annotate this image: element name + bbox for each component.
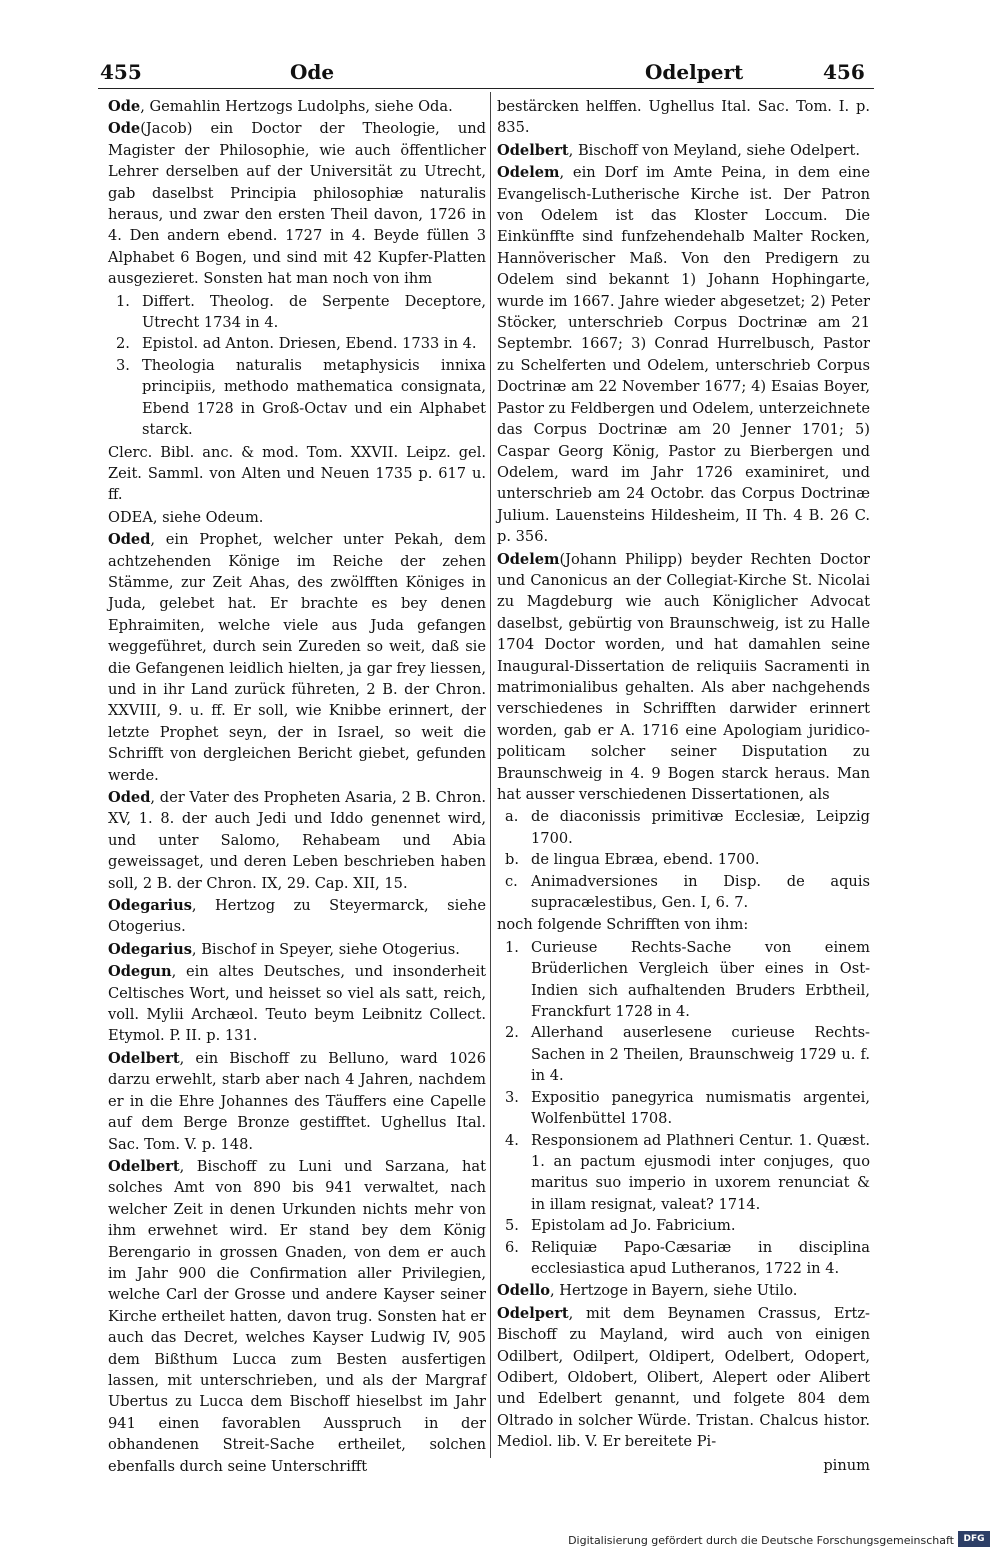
list-item: 3. Theologia naturalis metaphysicis innixa principiis, methodo mathematica consignata, Ebend 1728 in Groß-Octav und ein Alphabet starck. [116, 356, 486, 439]
lemma: Oded [108, 531, 151, 549]
list-item: 2. Allerhand auserlesene curieuse Rechts-Sachen in 2 Theilen, Braunschweig 1729 u. f. in 4. [505, 1024, 870, 1085]
lemma: Odelem [497, 550, 560, 568]
header-rule [98, 88, 874, 89]
lemma: Odelem [497, 164, 560, 182]
entry-odegarius-bischof [108, 939, 486, 960]
lemma: Odegarius [108, 940, 192, 958]
left-running-head: Ode [290, 60, 335, 84]
entry-odelpert [497, 1303, 870, 1453]
writings-list [497, 937, 870, 1280]
entry-text: , der Vater des Propheten Asaria, 2 B. Chron. XV, 1. 8. der auch Jedi und Iddo genennet wird, und unter Salomo, Rehabeam und Abia geweissaget, und deren Leben beschrieben haben soll, 2 B. der Chron. IX, 29. Cap. XII, 15. [108, 789, 486, 892]
list-item: 3. Expositio panegyrica numismatis argentei, Wolfenbüttel 1708. [505, 1088, 870, 1128]
right-column [497, 96, 870, 1476]
left-page-number: 455 [100, 60, 142, 84]
entry-text: , Bischoff zu Luni und Sarzana, hat solches Amt von 890 bis 941 verwaltet, nach welcher Zeit in denen Urkunden nichts mehr von ihm erwehnet wird. Er stand bey dem König Berengario in grossen Gnaden, von dem er auch im Jahr 900 die Confirmation aller Privilegien, welche Carl der Grosse und andere Kayser seiner Kirche ertheilet hatten, davon trug. Sonsten hat er auch das Decret, welches Kayser Ludwig IV, 905 dem Bißthum Lucca zum Besten ausfertigen lassen, mit unterschrieben, und als der Margraf Ubertus zu Lucca dem Bischoff hieselbst im Jahr 941 einen favorablen Ausspruch in der obhandenen Streit-Sache ertheilet, solchen ebenfalls durch seine Unterschrifft [108, 1157, 486, 1475]
catchword: pinum [823, 1456, 870, 1474]
lemma: Odegun [108, 963, 172, 981]
footer [0, 1528, 1000, 1559]
entry-odello [497, 1280, 870, 1301]
list-item: b. de lingua Ebræa, ebend. 1700. [505, 851, 760, 869]
entry-text: , Gemahlin Hertzogs Ludolphs, siehe Oda. [140, 98, 453, 115]
list-item: 1. Curieuse Rechts-Sache von einem Brüderlichen Vergleich über eines in Ost-Indien sich aufhaltenden Bruders Erbtheil, Franckfurt 1728 in 4. [505, 938, 870, 1021]
entry-oded-prophet [108, 529, 486, 786]
entry-text: (Johann Philipp) beyder Rechten Doctor und Canonicus an der Collegiat-Kirche St. Nicolai zu Magdeburg wie auch Königlicher Advocat daselbst, gebürtig von Braunschweig, ist zu Halle 1704 Doctor worden, und hat damahlen seine Inaugural-Dissertation de reliquiis Sacramenti in matrimonialibus gehalten. Als aber nachgehends verschiedenes in Schrifften darwider erinnert worden, gab er A. 1716 eine Apologiam juridico-politicam solcher seiner Disputation zu Braunschweig in 4. 9 Bogen starck heraus. Man hat ausser verschiedenen Dissertationen, als [497, 550, 870, 803]
more-writings-intro: noch folgende Schrifften von ihm: [497, 916, 749, 934]
lemma: Odelbert [497, 141, 569, 159]
entry-odelbert-meyland [497, 140, 870, 161]
entry-odelem-johann [497, 549, 870, 806]
funding-credit: Digitalisierung gefördert durch die Deutsche Forschungsgemeinschaft [568, 1534, 954, 1547]
entry-odelbert-belluno [108, 1048, 486, 1155]
entry-odegarius-hertzog [108, 895, 486, 938]
right-running-head: Odelpert [645, 60, 744, 84]
lemma: Odelpert [497, 1304, 569, 1322]
dissertations-list [497, 806, 870, 913]
entry-text: , ein Prophet, welcher unter Pekah, dem achtzehenden Könige im Reiche der zehen Stämme, zur Zeit Ahas, des zwölfften Königes in Juda, gelebet hat. Er brachte es bey denen Ephraimiten, welche viele aus Juda gefangen weggeführet, durch sein Zureden so weit, daß sie die Gefangenen leidlich hielten, ja gar frey liessen, und in ihr Land zurück führeten, 2 B. der Chron. XXVIII, 9. u. ff. Er soll, wie Knibbe erinnert, der letzte Prophet seyn, der in Israel, so weit die Schrifft von dergleichen Bericht giebet, gefunden werde. [108, 531, 486, 784]
lemma: Odelbert [108, 1157, 180, 1175]
entry-odegun [108, 961, 486, 1047]
lemma: Odegarius [108, 897, 192, 915]
source-citation: Clerc. Bibl. anc. & mod. Tom. XXVII. Leipz. gel. Zeit. Samml. von Alten und Neuen 1735 p. 617 u. ff. [108, 443, 486, 504]
list-item: 1. Differt. Theolog. de Serpente Deceptore, Utrecht 1734 in 4. [116, 292, 486, 332]
entry-text: , Bischoff von Meyland, siehe Odelpert. [568, 141, 861, 159]
lemma: Oded [108, 789, 151, 806]
entry-text: ODEA, siehe Odeum. [108, 508, 264, 526]
lemma: Odello [497, 1282, 551, 1300]
lemma: Ode [108, 120, 141, 138]
lemma: Ode [108, 98, 141, 115]
right-page-number: 456 [823, 60, 865, 84]
lemma: Odelbert [108, 1049, 180, 1067]
entry-text: , Bischof in Speyer, siehe Otogerius. [191, 940, 460, 958]
list-item: 6. Reliquiæ Papo-Cæsariæ in disciplina ecclesiastica apud Lutheranos, 1722 in 4. [505, 1238, 870, 1277]
left-column [108, 96, 486, 1478]
continuation-text: bestärcken helffen. Ughellus Ital. Sac. Tom. I. p. 835. [497, 98, 870, 137]
entry-odea [108, 507, 486, 528]
entry-text: , ein Bischoff zu Belluno, ward 1026 darzu erwehlt, starb aber nach 4 Jahren, nachdem er in die Ehre Johannes des Täuffers eine Capelle auf dem Berge Bronze gestifftet. Ughellus Ital. Sac. Tom. V. p. 148. [108, 1049, 486, 1153]
list-item: 4. Responsionem ad Plathneri Centur. 1. Quæst. 1. an pactum ejusmodi inter conjuges, quo maritus suo imperio in uxorem renunciat & in illam resignat, valeat? 1714. [505, 1131, 870, 1213]
entry-text: , ein altes Deutsches, und insonderheit Celtisches Wort, und heisset so viel als satt, reich, voll. Mylii Archæol. Teuto beym Leibnitz Collect. Etymol. P. II. p. 131. [108, 963, 486, 1045]
entry-odelem [497, 162, 870, 547]
entry-odelbert-luni [108, 1156, 486, 1477]
entry-text: (Jacob) ein Doctor der Theologie, und Magister der Philosophie, wie auch öffentlicher Lehrer derselben auf der Universität zu Utrecht, gab daselbst Principia philosophiæ naturalis heraus, und zwar den ersten Theil davon, 1726 in 4. Den andern ebend. 1727 in 4. Beyde füllen 3 Alphabet 6 Bogen, und sind mit 42 Kupfer-Platten ausgezieret. Sonsten hat man noch von ihm [108, 120, 486, 288]
dfg-logo: DFG [958, 1531, 990, 1547]
list-item: 2. Epistol. ad Anton. Driesen, Ebend. 1733 in 4. [116, 335, 477, 353]
entry-oded-vater [108, 787, 486, 894]
list-item: c. Animadversiones in Disp. de aquis supracælestibus, Gen. I, 6. 7. [505, 872, 870, 912]
entry-text: , Hertzog zu Steyermarck, siehe Otogerius. [108, 897, 486, 936]
works-list [108, 291, 486, 441]
entry-text: , Hertzoge in Bayern, siehe Utilo. [550, 1282, 798, 1300]
list-item: 5. Epistolam ad Jo. Fabricium. [505, 1217, 736, 1235]
column-divider [490, 92, 491, 1458]
entry-ode-gemahlin [108, 96, 486, 117]
entry-text: , mit dem Beynamen Crassus, Ertz-Bischoff zu Mayland, wird auch von einigen Odilbert, Odilpert, Oldipert, Odelbert, Odopert, Odibert, Oldobert, Olibert, Alepert oder Alibert und Edelbert genannt, und folgete 804 dem Oltrado in solcher Würde. Tristan. Chalcus histor. Mediol. lib. V. Er bereitete Pi- [497, 1304, 870, 1451]
entry-ode-jacob [108, 118, 486, 289]
entry-text: , ein Dorf im Amte Peina, in dem eine Evangelisch-Lutherische Kirche ist. Der Patron von Odelem ist das Kloster Loccum. Die Einkünffte sind funfzehendehalb Malter Rocken, Hannöverischer Maß. Von den Predigern zu Odelem sind bekannt 1) Johann Hophingarte, wurde im 1667. Jahre wieder abgesetzet; 2) Peter Stöcker, unterschrieb Corpus Doctrinæ am 21 Septembr. 1667; 3) Conrad Hurrelbusch, Pastor zu Schelferten und Odelem, unterschrieb Corpus Doctrinæ am 22 November 1677; 4) Esaias Boyer, Pastor zu Feldbergen und Odelem, unterzeichnete das Corpus Doctrinæ am 20 Jenner 1701; 5) Caspar Georg König, Pastor zu Bierbergen und Odelem, ward im Jahr 1726 examiniret, und unterschrieb am 24 Octobr. das Corpus Doctrinæ Julium. Lauensteins Hildesheim, II Th. 4 B. 26 C. p. 356. [497, 164, 870, 546]
list-item: a. de diaconissis primitivæ Ecclesiæ, Leipzig 1700. [505, 808, 870, 847]
